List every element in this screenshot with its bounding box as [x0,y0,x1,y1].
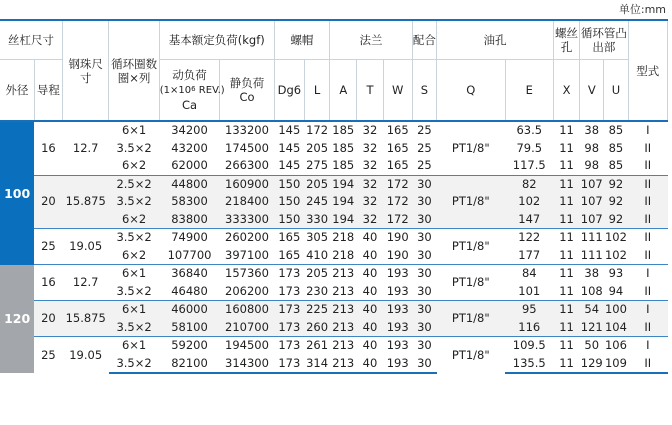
header-oil-hole: 油孔 [437,20,554,60]
cell-x: 11 [559,283,574,298]
cell-l: 205 [304,175,329,193]
cell-u: 106 [604,337,628,355]
cell-l: 205 [306,140,329,155]
cell-s: 30 [412,193,436,211]
cell-dg6: 150 [274,193,304,211]
cell-x: 11 [559,247,574,262]
cell-l: 410 [306,247,329,262]
outer-dia-cell: 120 [0,265,34,374]
header-outer-dia: 外径 [0,60,34,122]
cell-a: 213 [332,283,355,298]
header-l: L [304,60,329,122]
header-circuits: 循环圈数圈×列 [109,20,159,121]
header-flange: 法兰 [330,20,413,60]
header-q: Q [437,60,506,122]
cell-ca: 74900 [159,229,219,247]
header-a: A [330,60,357,122]
cell-ca: 59200 [159,337,219,355]
cell-a: 213 [330,319,357,337]
cell-type: II [644,283,652,298]
header-w: W [383,60,412,122]
cell-v: 38 [580,121,604,140]
lead-cell: 16 [34,265,62,301]
cell-dg6: 145 [274,121,304,140]
cell-w: 193 [383,301,412,319]
cell-e: 82 [505,175,553,193]
cell-w: 165 [386,158,409,173]
cell-ca: 58100 [159,319,219,337]
cell-s: 25 [412,121,436,140]
cell-u: 92 [604,211,628,229]
cell-type: I [628,121,667,140]
cell-t: 40 [357,265,383,283]
cell-w: 193 [383,355,412,374]
table-row [0,265,668,283]
cell-s: 30 [412,337,436,355]
cell-v: 98 [584,158,600,173]
cell-v: 107 [580,175,604,193]
cell-co: 133200 [220,121,274,140]
cell-circ: 3.5×2 [109,229,159,247]
cell-e: 147 [505,211,553,229]
header-e: E [505,60,553,122]
header-fit: 配合 [412,20,436,60]
cell-type: II [628,229,667,247]
cell-type: I [628,265,667,283]
cell-x: 11 [553,355,579,374]
cell-x: 11 [553,319,579,337]
cell-x: 11 [553,229,579,247]
cell-l: 245 [304,193,329,211]
cell-a: 185 [330,121,357,140]
header-load-rating: 基本额定负荷(kgf) [159,20,274,60]
cell-type: II [644,247,652,262]
cell-s: 30 [417,247,432,262]
cell-ca: 107700 [167,247,212,262]
header-ball-size: 钢珠尺寸 [63,20,109,121]
cell-co: 174500 [225,140,269,155]
cell-ca: 43200 [171,140,208,155]
header-x: X [553,60,579,122]
cell-e: 135.5 [505,355,553,374]
cell-u: 93 [604,265,628,283]
header-screw-hole: 螺丝孔 [553,20,579,60]
cell-a: 185 [332,140,355,155]
cell-l: 305 [304,229,329,247]
cell-type: II [628,355,667,374]
cell-v: 107 [580,193,604,211]
cell-l: 230 [306,283,329,298]
oil-hole-q-cell: PT1/8" [437,265,506,301]
cell-w: 165 [383,121,412,140]
cell-s: 25 [417,158,432,173]
cell-w: 193 [383,337,412,355]
cell-s: 30 [412,355,436,374]
cell-v: 111 [580,229,604,247]
lead-cell: 20 [34,175,62,229]
cell-dg6: 150 [274,211,304,229]
cell-a: 213 [330,355,357,374]
cell-circ: 6×2 [109,211,159,229]
cell-dg6: 150 [274,175,304,193]
cell-x: 11 [553,121,579,140]
cell-t: 32 [357,211,383,229]
cell-u: 92 [604,175,628,193]
cell-ca: 62000 [171,158,208,173]
cell-type: II [628,319,667,337]
lead-cell: 16 [34,121,62,175]
lead-cell: 25 [34,337,62,374]
cell-circ: 6×1 [109,121,159,140]
cell-ca: 34200 [159,121,219,140]
cell-u: 94 [608,283,624,298]
cell-w: 193 [383,265,412,283]
ball-size-cell: 19.05 [63,337,109,374]
cell-circ: 6×1 [109,337,159,355]
cell-x: 11 [559,140,574,155]
cell-u: 92 [604,193,628,211]
cell-co: 160900 [220,175,274,193]
cell-x: 11 [553,175,579,193]
cell-s: 30 [412,229,436,247]
header-type: 型式 [628,20,667,121]
cell-s: 30 [412,211,436,229]
cell-s: 30 [412,319,436,337]
cell-u: 102 [604,229,628,247]
cell-v: 50 [580,337,604,355]
ball-size-cell: 15.875 [63,175,109,229]
lead-cell: 25 [34,229,62,265]
header-s: S [412,60,436,122]
cell-type: II [628,193,667,211]
cell-dg6: 173 [274,265,304,283]
cell-v: 107 [580,211,604,229]
cell-co: 194500 [220,337,274,355]
cell-co: 160800 [220,301,274,319]
cell-a: 194 [330,211,357,229]
spec-table [0,19,668,374]
cell-l: 225 [304,301,329,319]
cell-type: II [628,211,667,229]
table-body [0,121,668,373]
cell-e: 84 [505,265,553,283]
table-header [0,20,668,121]
cell-a: 218 [330,229,357,247]
table-row [0,229,668,247]
cell-x: 11 [553,337,579,355]
cell-w: 193 [386,283,409,298]
cell-dg6: 173 [274,337,304,355]
cell-t: 40 [357,301,383,319]
table-row [0,337,668,355]
cell-u: 102 [604,247,627,262]
oil-hole-q-cell: PT1/8" [437,175,506,229]
cell-u: 85 [604,121,628,140]
cell-t: 40 [357,319,383,337]
cell-co: 210700 [220,319,274,337]
cell-type: II [644,140,652,155]
cell-dg6: 145 [278,140,301,155]
cell-dg6: 165 [274,229,304,247]
table-row [0,301,668,319]
header-nut: 螺帽 [274,20,329,60]
cell-ca: 46000 [159,301,219,319]
cell-a: 213 [330,265,357,283]
cell-circ: 6×1 [109,301,159,319]
cell-t: 40 [362,283,378,298]
cell-t: 40 [357,229,383,247]
cell-type: II [628,175,667,193]
cell-t: 32 [357,193,383,211]
cell-x: 11 [553,211,579,229]
cell-circ: 3.5×2 [109,319,159,337]
cell-e: 102 [505,193,553,211]
header-v: V [580,60,604,122]
cell-w: 193 [383,319,412,337]
cell-l: 314 [304,355,329,374]
unit-label: 单位:mm [618,3,666,16]
cell-v: 98 [584,140,600,155]
cell-type: I [628,337,667,355]
cell-w: 172 [383,193,412,211]
cell-co: 266300 [225,158,269,173]
cell-e: 177 [518,247,541,262]
header-lead: 导程 [34,60,62,122]
cell-s: 30 [412,265,436,283]
cell-e: 116 [505,319,553,337]
cell-a: 218 [332,247,355,262]
cell-u: 109 [604,355,628,374]
cell-v: 54 [580,301,604,319]
header-screw-size: 丝杠尺寸 [0,20,63,60]
cell-ca: 46480 [171,283,208,298]
cell-t: 40 [362,247,378,262]
cell-w: 165 [386,140,409,155]
table-row [0,121,668,140]
cell-e: 122 [505,229,553,247]
header-tube-protrusion: 循环管凸出部 [580,20,628,60]
cell-co: 397100 [225,247,269,262]
lead-cell: 20 [34,301,62,337]
cell-type: I [628,301,667,319]
cell-s: 30 [412,301,436,319]
cell-t: 32 [362,140,378,155]
cell-circ: 3.5×2 [109,193,159,211]
cell-w: 172 [383,175,412,193]
cell-ca: 58300 [159,193,219,211]
ball-size-cell: 15.875 [63,301,109,337]
cell-l: 330 [304,211,329,229]
cell-x: 11 [553,301,579,319]
cell-e: 95 [505,301,553,319]
cell-dg6: 173 [278,283,301,298]
cell-s: 25 [417,140,432,155]
cell-circ: 6×2 [121,158,147,173]
cell-s: 30 [412,175,436,193]
cell-circ: 3.5×2 [116,283,152,298]
outer-dia-cell: 100 [0,121,34,265]
cell-a: 213 [330,337,357,355]
cell-l: 172 [304,121,329,140]
ball-size-cell: 12.7 [63,265,109,301]
cell-l: 260 [304,319,329,337]
cell-circ: 3.5×2 [109,355,159,374]
cell-ca: 36840 [159,265,219,283]
cell-t: 40 [357,337,383,355]
cell-v: 38 [580,265,604,283]
cell-co: 333300 [220,211,274,229]
cell-e: 109.5 [505,337,553,355]
cell-dg6: 145 [278,158,301,173]
cell-co: 260200 [220,229,274,247]
cell-co: 218400 [220,193,274,211]
cell-e: 117.5 [512,158,546,173]
ball-size-cell: 19.05 [63,229,109,265]
cell-x: 11 [553,265,579,283]
table-row [0,175,668,193]
cell-x: 11 [559,158,574,173]
cell-t: 32 [362,158,378,173]
cell-w: 190 [383,229,412,247]
oil-hole-q-cell: PT1/8" [437,301,506,337]
cell-type: II [644,158,652,173]
cell-l: 275 [306,158,329,173]
cell-dg6: 173 [274,319,304,337]
cell-circ: 2.5×2 [109,175,159,193]
cell-u: 85 [608,158,624,173]
header-dg6: Dg6 [274,60,304,122]
cell-dg6: 165 [278,247,301,262]
cell-co: 157360 [220,265,274,283]
cell-circ: 6×1 [109,265,159,283]
header-dynamic-load: 动负荷 ($1\times 10^6$ REV.) Ca [159,60,219,122]
cell-a: 213 [330,301,357,319]
oil-hole-q-cell: PT1/8" [437,229,506,265]
cell-ca: 82100 [159,355,219,374]
cell-a: 194 [330,175,357,193]
cell-w: 172 [383,211,412,229]
cell-circ: 3.5×2 [116,140,152,155]
cell-u: 100 [604,301,628,319]
cell-s: 30 [417,283,432,298]
cell-w: 190 [386,247,409,262]
cell-e: 79.5 [516,140,543,155]
cell-co: 314300 [220,355,274,374]
cell-circ: 6×2 [121,247,147,262]
cell-t: 32 [357,121,383,140]
header-t: T [357,60,383,122]
cell-co: 206200 [225,283,269,298]
cell-v: 108 [580,283,603,298]
cell-e: 63.5 [505,121,553,140]
cell-ca: 83800 [159,211,219,229]
cell-u: 85 [608,140,624,155]
cell-x: 11 [553,193,579,211]
cell-l: 261 [304,337,329,355]
oil-hole-q-cell: PT1/8" [437,337,506,374]
header-static-load: 静负荷 Co [220,60,274,122]
header-u: U [604,60,628,122]
cell-v: 129 [580,355,604,374]
cell-a: 194 [330,193,357,211]
cell-l: 205 [304,265,329,283]
cell-e: 101 [518,283,541,298]
cell-u: 104 [604,319,628,337]
cell-dg6: 173 [274,301,304,319]
cell-v: 111 [580,247,603,262]
oil-hole-q-cell: PT1/8" [437,121,506,175]
cell-dg6: 173 [274,355,304,374]
cell-t: 32 [357,175,383,193]
cell-a: 185 [332,158,355,173]
cell-ca: 44800 [159,175,219,193]
cell-t: 40 [357,355,383,374]
ball-size-cell: 12.7 [63,121,109,175]
cell-v: 121 [580,319,604,337]
